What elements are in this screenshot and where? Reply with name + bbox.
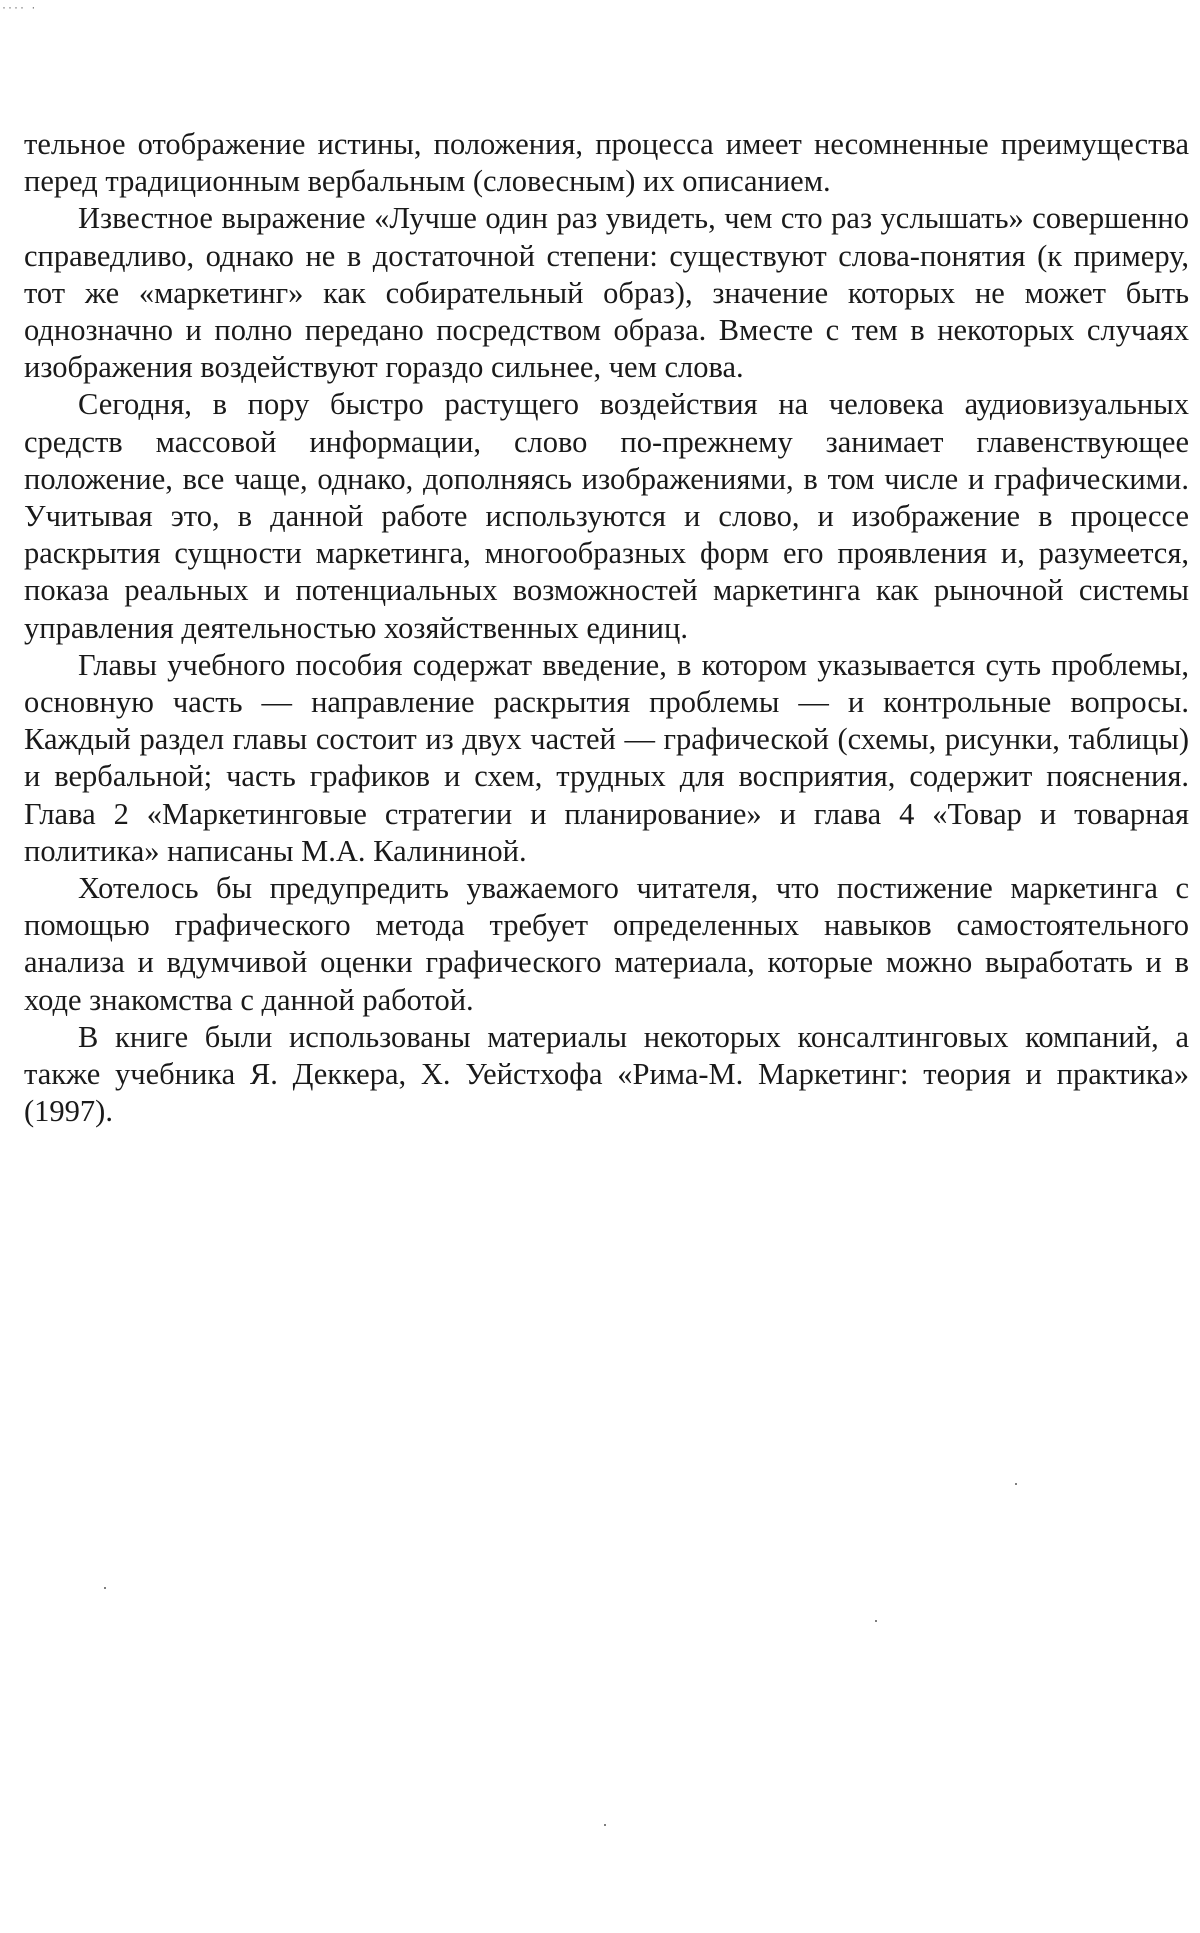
- scan-speck: [1015, 1483, 1017, 1485]
- paragraph-continuation: тельное отображение истины, положения, процесса имеет несомненные преимущества перед традиционным вербальным (словесным) их описанием.: [24, 127, 1189, 199]
- scan-speck: [104, 1587, 106, 1589]
- paragraph-sources: В книге были использованы материалы некоторых консалтинговых компаний, а также учебника Я. Деккера, Х. Уейстхофа «Рима-М. Маркетинг: теория и практика» (1997).: [24, 1019, 1189, 1129]
- paragraph-audiovisual-media: Сегодня, в пору быстро растущего воздействия на человека аудиовизуальных средств массовой информации, слово по-прежнему занимает главенствующее положение, все чаще, однако, дополняясь изображениями, в том числе и графическими. Учитывая это, в данной работе используются и слово, и изображение в процессе раскрытия сущности маркетинга, многообразных форм его проявления и, разумеется, показа реальных и потенциальных возможностей маркетинга как рыночной системы управления деятельностью хозяйственных единиц.: [24, 387, 1189, 645]
- paragraph-well-known-saying: Известное выражение «Лучше один раз увидеть, чем сто раз услышать» совершенно справедливо, однако не в достаточной степени: существуют слова-понятия (к примеру, тот же «маркетинг» как собирательный образ), значение которых не может быть однозначно и полно передано посредством образа. Вместе с тем в некоторых случаях изображения воздействуют гораздо сильнее, чем слова.: [24, 201, 1189, 385]
- paragraph-chapter-structure: Главы учебного пособия содержат введение, в котором указывается суть проблемы, основную часть — направление раскрытия проблемы — и контрольные вопросы. Каждый раздел главы состоит из двух частей — графической (схемы, рисунки, таблицы) и вербальной; часть графиков и схем, трудных для восприятия, содержит пояснения. Глава 2 «Маркетинговые стратегии и планирование» и глава 4 «Товар и товарная политика» написаны М.А. Калининой.: [24, 647, 1189, 868]
- corner-scan-mark: ···· ·: [2, 0, 38, 14]
- scan-speck: [875, 1620, 877, 1622]
- body-text: [24, 126, 1189, 1130]
- paragraph-reader-warning: Хотелось бы предупредить уважаемого читателя, что постижение маркетинга с помощью графического метода требует определенных навыков самостоятельного анализа и вдумчивой оценки графического материала, которые можно выработать и в ходе знакомства с данной работой.: [24, 871, 1189, 1017]
- scan-speck: [604, 1824, 606, 1826]
